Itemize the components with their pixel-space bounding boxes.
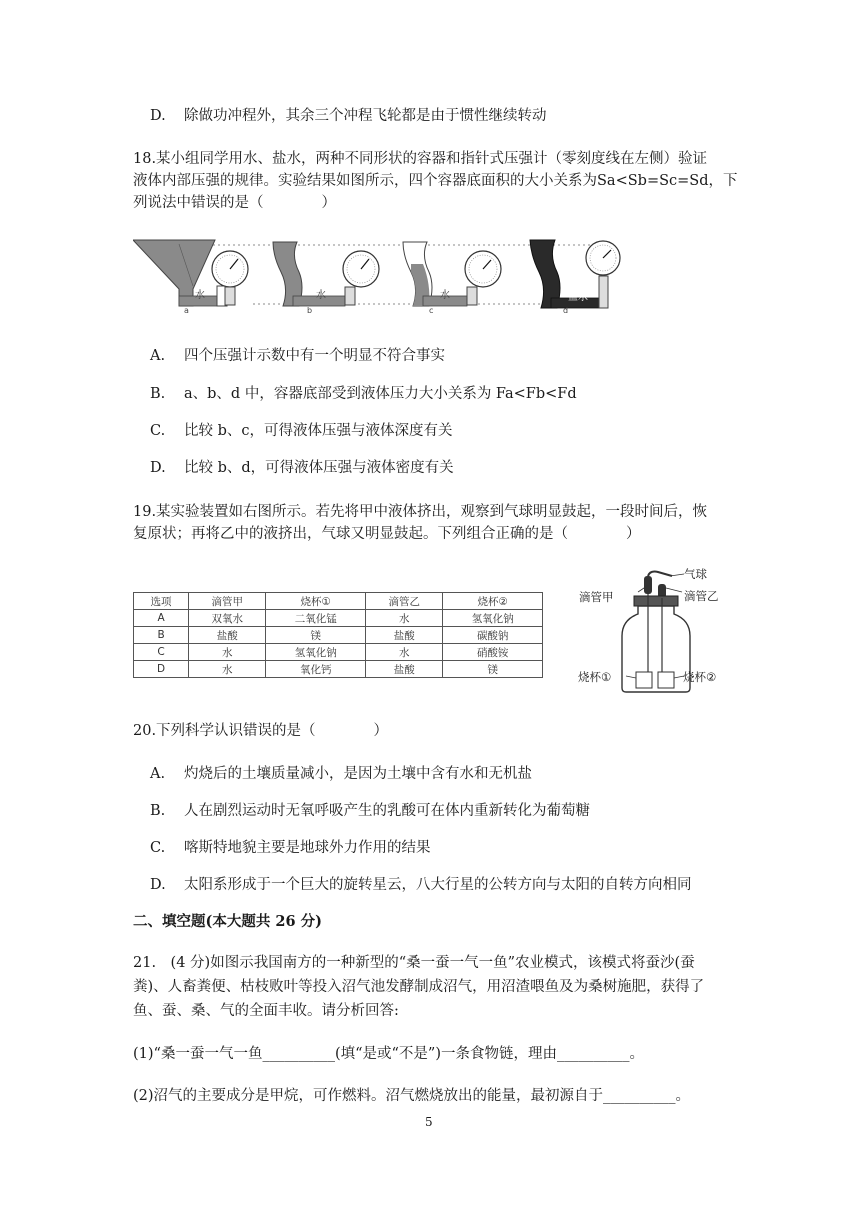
table-cell: D <box>134 661 189 678</box>
option-letter: C. <box>150 840 166 856</box>
container-a <box>133 240 219 306</box>
option-letter: B. <box>150 803 166 819</box>
option-letter: D. <box>150 877 166 893</box>
table-cell: 水 <box>189 644 266 661</box>
option-letter: A. <box>150 348 166 364</box>
label-a: a <box>184 306 189 315</box>
q19-options-table <box>133 592 543 678</box>
q18-option-d <box>150 458 454 478</box>
balloon-label: 气球 <box>684 567 707 581</box>
table-cell: 氢氧化钠 <box>266 644 366 661</box>
label-c: c <box>429 306 434 315</box>
label-d: d <box>563 306 569 315</box>
gauge-b <box>343 251 379 305</box>
table-header-cell: 烧杯① <box>266 593 366 610</box>
q20-option-c <box>150 838 431 858</box>
q21-sub2: (2)沼气的主要成分是甲烷，可作燃料。沼气燃烧放出的能量，最初源自于__________。 <box>133 1088 691 1104</box>
q18-option-c <box>150 421 453 441</box>
option-text: 太阳系形成于一个巨大的旋转星云，八大行星的公转方向与太阳的自转方向相同 <box>184 877 692 893</box>
table-cell: 氧化钙 <box>266 661 366 678</box>
dropper-b-label: 滴管乙 <box>684 589 719 603</box>
table-cell: 盐酸 <box>189 627 266 644</box>
table-row <box>134 627 543 644</box>
table-cell: 硝酸铵 <box>443 644 543 661</box>
q19-stem-line1: 19.某实验装置如右图所示。若先将甲中液体挤出，观察到气球明显鼓起，一段时间后，恢 <box>133 504 708 520</box>
section-heading: 二、填空题(本大题共 26 分) <box>133 913 322 930</box>
option-text: 人在剧烈运动时无氧呼吸产生的乳酸可在体内重新转化为葡萄糖 <box>184 803 590 819</box>
option-letter: D. <box>150 108 166 124</box>
table-cell: C <box>134 644 189 661</box>
beaker-2-label: 烧杯② <box>683 670 717 684</box>
q19-stem-line2: 复原状；再将乙中的液挤出，气球又明显鼓起。下列组合正确的是（ ） <box>133 526 641 542</box>
q18-stem-line3: 列说法中错误的是（ ） <box>133 195 336 211</box>
table-cell: 水 <box>366 610 443 627</box>
q20-option-b <box>150 801 590 821</box>
table-row <box>134 661 543 678</box>
q20-option-a <box>150 764 532 784</box>
table-cell: 碳酸钠 <box>443 627 543 644</box>
water-label-b: 水 <box>316 290 326 301</box>
option-letter: A. <box>150 766 166 782</box>
option-text: 比较 b、c，可得液体压强与液体深度有关 <box>184 423 453 439</box>
table-cell: 盐酸 <box>366 627 443 644</box>
container-b <box>273 242 345 306</box>
table-cell: 镁 <box>443 661 543 678</box>
water-label-c: 水 <box>440 290 450 301</box>
table-cell: 水 <box>366 644 443 661</box>
label-b: b <box>307 306 313 315</box>
option-text: 灼烧后的土壤质量减小，是因为土壤中含有水和无机盐 <box>184 766 532 782</box>
beaker-1-label: 烧杯① <box>578 670 612 684</box>
q21-line2: 粪)、人畜粪便、枯枝败叶等投入沼气池发酵制成沼气，用沼渣喂鱼及为桑树施肥，获得了 <box>133 979 705 995</box>
gauge-a <box>212 251 248 306</box>
q18-stem-line2: 液体内部压强的规律。实验结果如图所示，四个容器底面积的大小关系为Sa<Sb=Sc=Sd，下 <box>133 173 738 189</box>
q20-option-d <box>150 875 692 895</box>
q18-option-b <box>150 384 577 404</box>
dropper-a-label: 滴管甲 <box>579 590 614 604</box>
option-letter: C. <box>150 423 166 439</box>
table-cell: A <box>134 610 189 627</box>
q20-stem: 20.下列科学认识错误的是（ ） <box>133 723 389 739</box>
container-c <box>403 242 467 306</box>
option-text: 四个压强计示数中有一个明显不符合事实 <box>184 348 445 364</box>
option-text: 除做功冲程外，其余三个冲程飞轮都是由于惯性继续转动 <box>184 108 547 124</box>
option-text: a、b、d 中，容器底部受到液体压力大小关系为 Fa<Fb<Fd <box>184 386 577 402</box>
option-text: 喀斯特地貌主要是地球外力作用的结果 <box>184 840 431 856</box>
table-header-cell: 选项 <box>134 593 189 610</box>
q21-sub1: (1)“桑一蚕一气一鱼__________(填“是或“不是”)一条食物链，理由__________。 <box>133 1046 645 1062</box>
table-row <box>134 644 543 661</box>
table-cell: 二氧化锰 <box>266 610 366 627</box>
table-cell: 盐酸 <box>366 661 443 678</box>
q21-line1: 21. (4 分)如图示我国南方的一种新型的“桑一蚕一气一鱼”农业模式，该模式将蚕沙(蚕 <box>133 955 695 971</box>
table-header-cell: 滴管甲 <box>189 593 266 610</box>
option-letter: D. <box>150 460 166 476</box>
gauge-c <box>465 251 501 305</box>
option-text: 比较 b、d，可得液体压强与液体密度有关 <box>184 460 454 476</box>
q17-option-d <box>150 106 547 126</box>
brine-label-d: 盐水 <box>568 292 588 303</box>
table-header-cell: 滴管乙 <box>366 593 443 610</box>
q18-stem-line1: 18.某小组同学用水、盐水，两种不同形状的容器和指针式压强计（零刻度线在左侧）验证 <box>133 151 708 167</box>
option-letter: B. <box>150 386 166 402</box>
q18-option-a <box>150 346 445 366</box>
table-cell: 镁 <box>266 627 366 644</box>
table-cell: 水 <box>189 661 266 678</box>
water-label-a: 水 <box>195 290 205 301</box>
q21-line3: 鱼、蚕、桑、气的全面丰收。请分析回答: <box>133 1003 399 1019</box>
table-cell: 氢氧化钠 <box>443 610 543 627</box>
table-header-cell: 烧杯② <box>443 593 543 610</box>
table-header-row <box>134 593 543 610</box>
page-number: 5 <box>425 1115 433 1129</box>
table-row <box>134 610 543 627</box>
table-cell: B <box>134 627 189 644</box>
table-cell: 双氧水 <box>189 610 266 627</box>
